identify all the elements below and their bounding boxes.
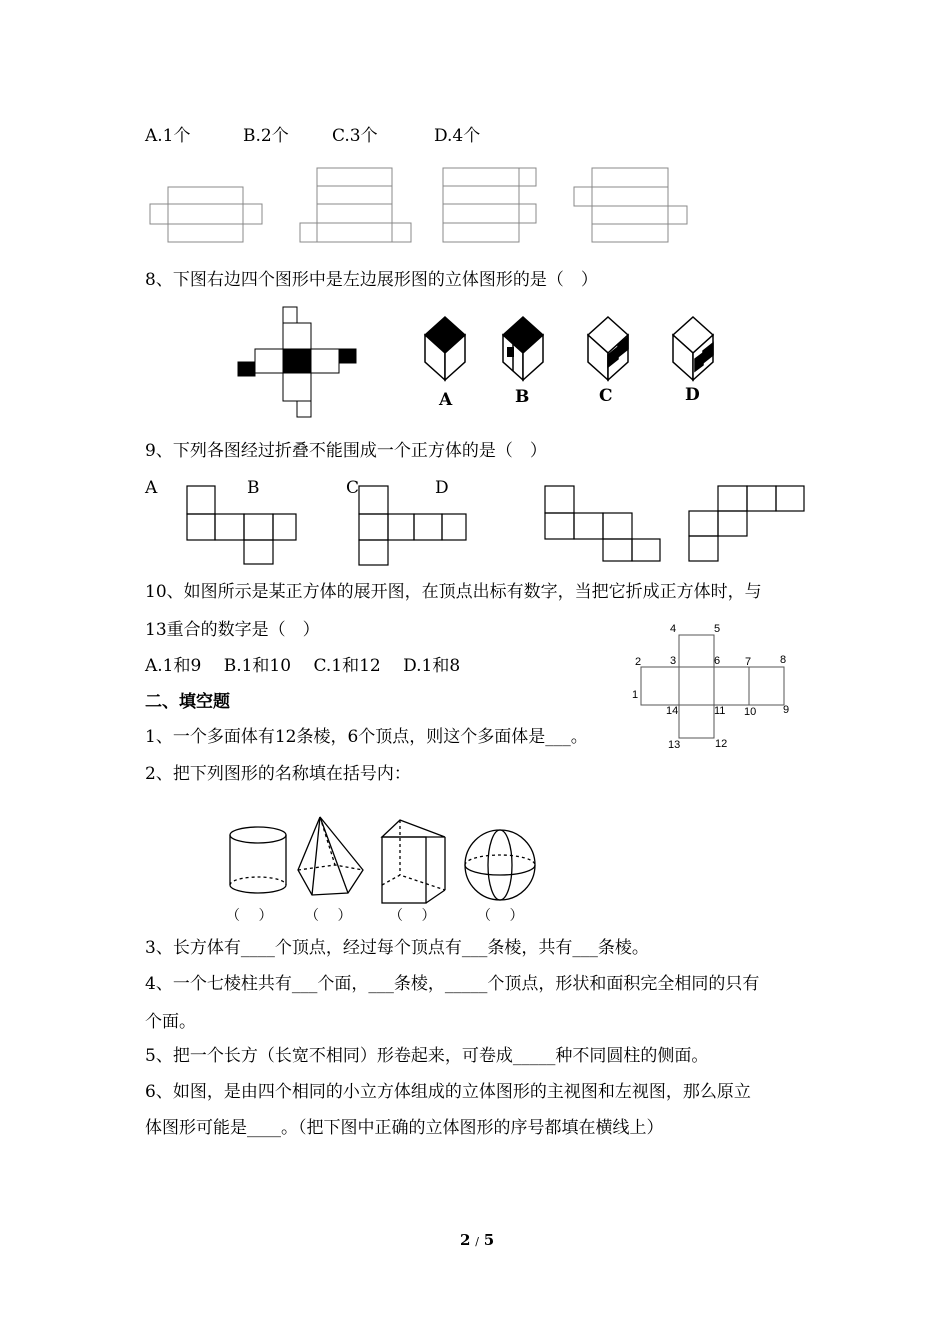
section2-q6-line2: 体图形可能是____。（把下图中正确的立体图形的序号都填在横线上） (145, 1118, 664, 1138)
bracket-1: （ ） (226, 908, 273, 924)
section2-q2: 2、把下列图形的名称填在括号内： (145, 764, 411, 784)
q9-stem: 9、下列各图经过折叠不能围成一个正方体的是（ ） (145, 441, 547, 461)
q8-label-b: B (515, 387, 530, 407)
section2-q1: 1、一个多面体有12条棱，6个顶点，则这个多面体是___。 (145, 727, 588, 747)
q7-option-d: D.4个 (434, 126, 481, 146)
q9-label-b: B (247, 478, 260, 498)
page-number (460, 1230, 494, 1252)
section2-q5: 5、把一个长方（长宽不相同）形卷起来，可卷成_____种不同圆柱的侧面。 (145, 1046, 709, 1066)
bracket-2: （ ） (305, 908, 352, 924)
q10-vertex-3: 3 (670, 655, 677, 667)
q10-vertex-13: 13 (668, 739, 681, 751)
section2-q6-line1: 6、如图，是由四个相同的小立方体组成的立体图形的主视图和左视图，那么原立 (145, 1082, 751, 1102)
q8-label-d: D (685, 385, 700, 405)
q10-vertex-1: 1 (632, 689, 639, 701)
q9-label-d: D (435, 478, 449, 498)
q8-net-figure (236, 305, 366, 420)
q10-vertex-14: 14 (666, 705, 679, 717)
q10-vertex-7: 7 (745, 656, 752, 668)
page-separator: / (475, 1235, 479, 1248)
q7-option-b: B.2个 (243, 126, 289, 146)
section2-title: 二、填空题 (145, 692, 230, 712)
q10-vertex-6: 6 (714, 655, 721, 667)
q10-vertex-11: 11 (714, 705, 726, 717)
section2-q4-line1: 4、一个七棱柱共有___个面，___条棱，_____个顶点，形状和面积完全相同的只有 (145, 974, 760, 994)
q10-stem-line1: 10、如图所示是某正方体的展开图，在顶点出标有数字，当把它折成正方体时，与 (145, 582, 762, 602)
q9-label-a: A (145, 478, 158, 498)
q10-vertex-4: 4 (670, 623, 677, 635)
solids-figure (220, 815, 550, 920)
q7-option-c: C.3个 (332, 126, 378, 146)
q10-options: A.1和9 B.1和10 C.1和12 D.1和8 (145, 656, 461, 676)
q10-vertex-2: 2 (635, 656, 642, 668)
q7-nets-figure (140, 160, 700, 250)
q10-vertex-10: 10 (744, 706, 757, 718)
q10-vertex-8: 8 (780, 654, 787, 666)
q10-vertex-9: 9 (783, 704, 790, 716)
section2-q4-line2: 个面。 (145, 1012, 196, 1032)
q10-stem-line2: 13重合的数字是（ ） (145, 620, 320, 640)
q8-stem: 8、下图右边四个图形中是左边展形图的立体图形的是（ ） (145, 270, 598, 290)
q9-label-c: C (346, 478, 360, 498)
q8-cube-options (415, 315, 735, 415)
q9-nets-figure (180, 482, 810, 572)
q8-label-c: C (599, 386, 613, 406)
q10-net-figure (630, 620, 810, 750)
page-current: 2 (460, 1231, 471, 1249)
bracket-4: （ ） (477, 908, 524, 924)
q10-vertex-12: 12 (715, 738, 728, 750)
q7-option-a: A.1个 (145, 126, 191, 146)
page-total: 5 (483, 1231, 495, 1249)
bracket-3: （ ） (389, 908, 436, 924)
section2-q3: 3、长方体有____个顶点，经过每个顶点有___条棱，共有___条棱。 (145, 938, 649, 958)
q10-vertex-5: 5 (714, 623, 721, 635)
q8-label-a: A (439, 390, 453, 410)
